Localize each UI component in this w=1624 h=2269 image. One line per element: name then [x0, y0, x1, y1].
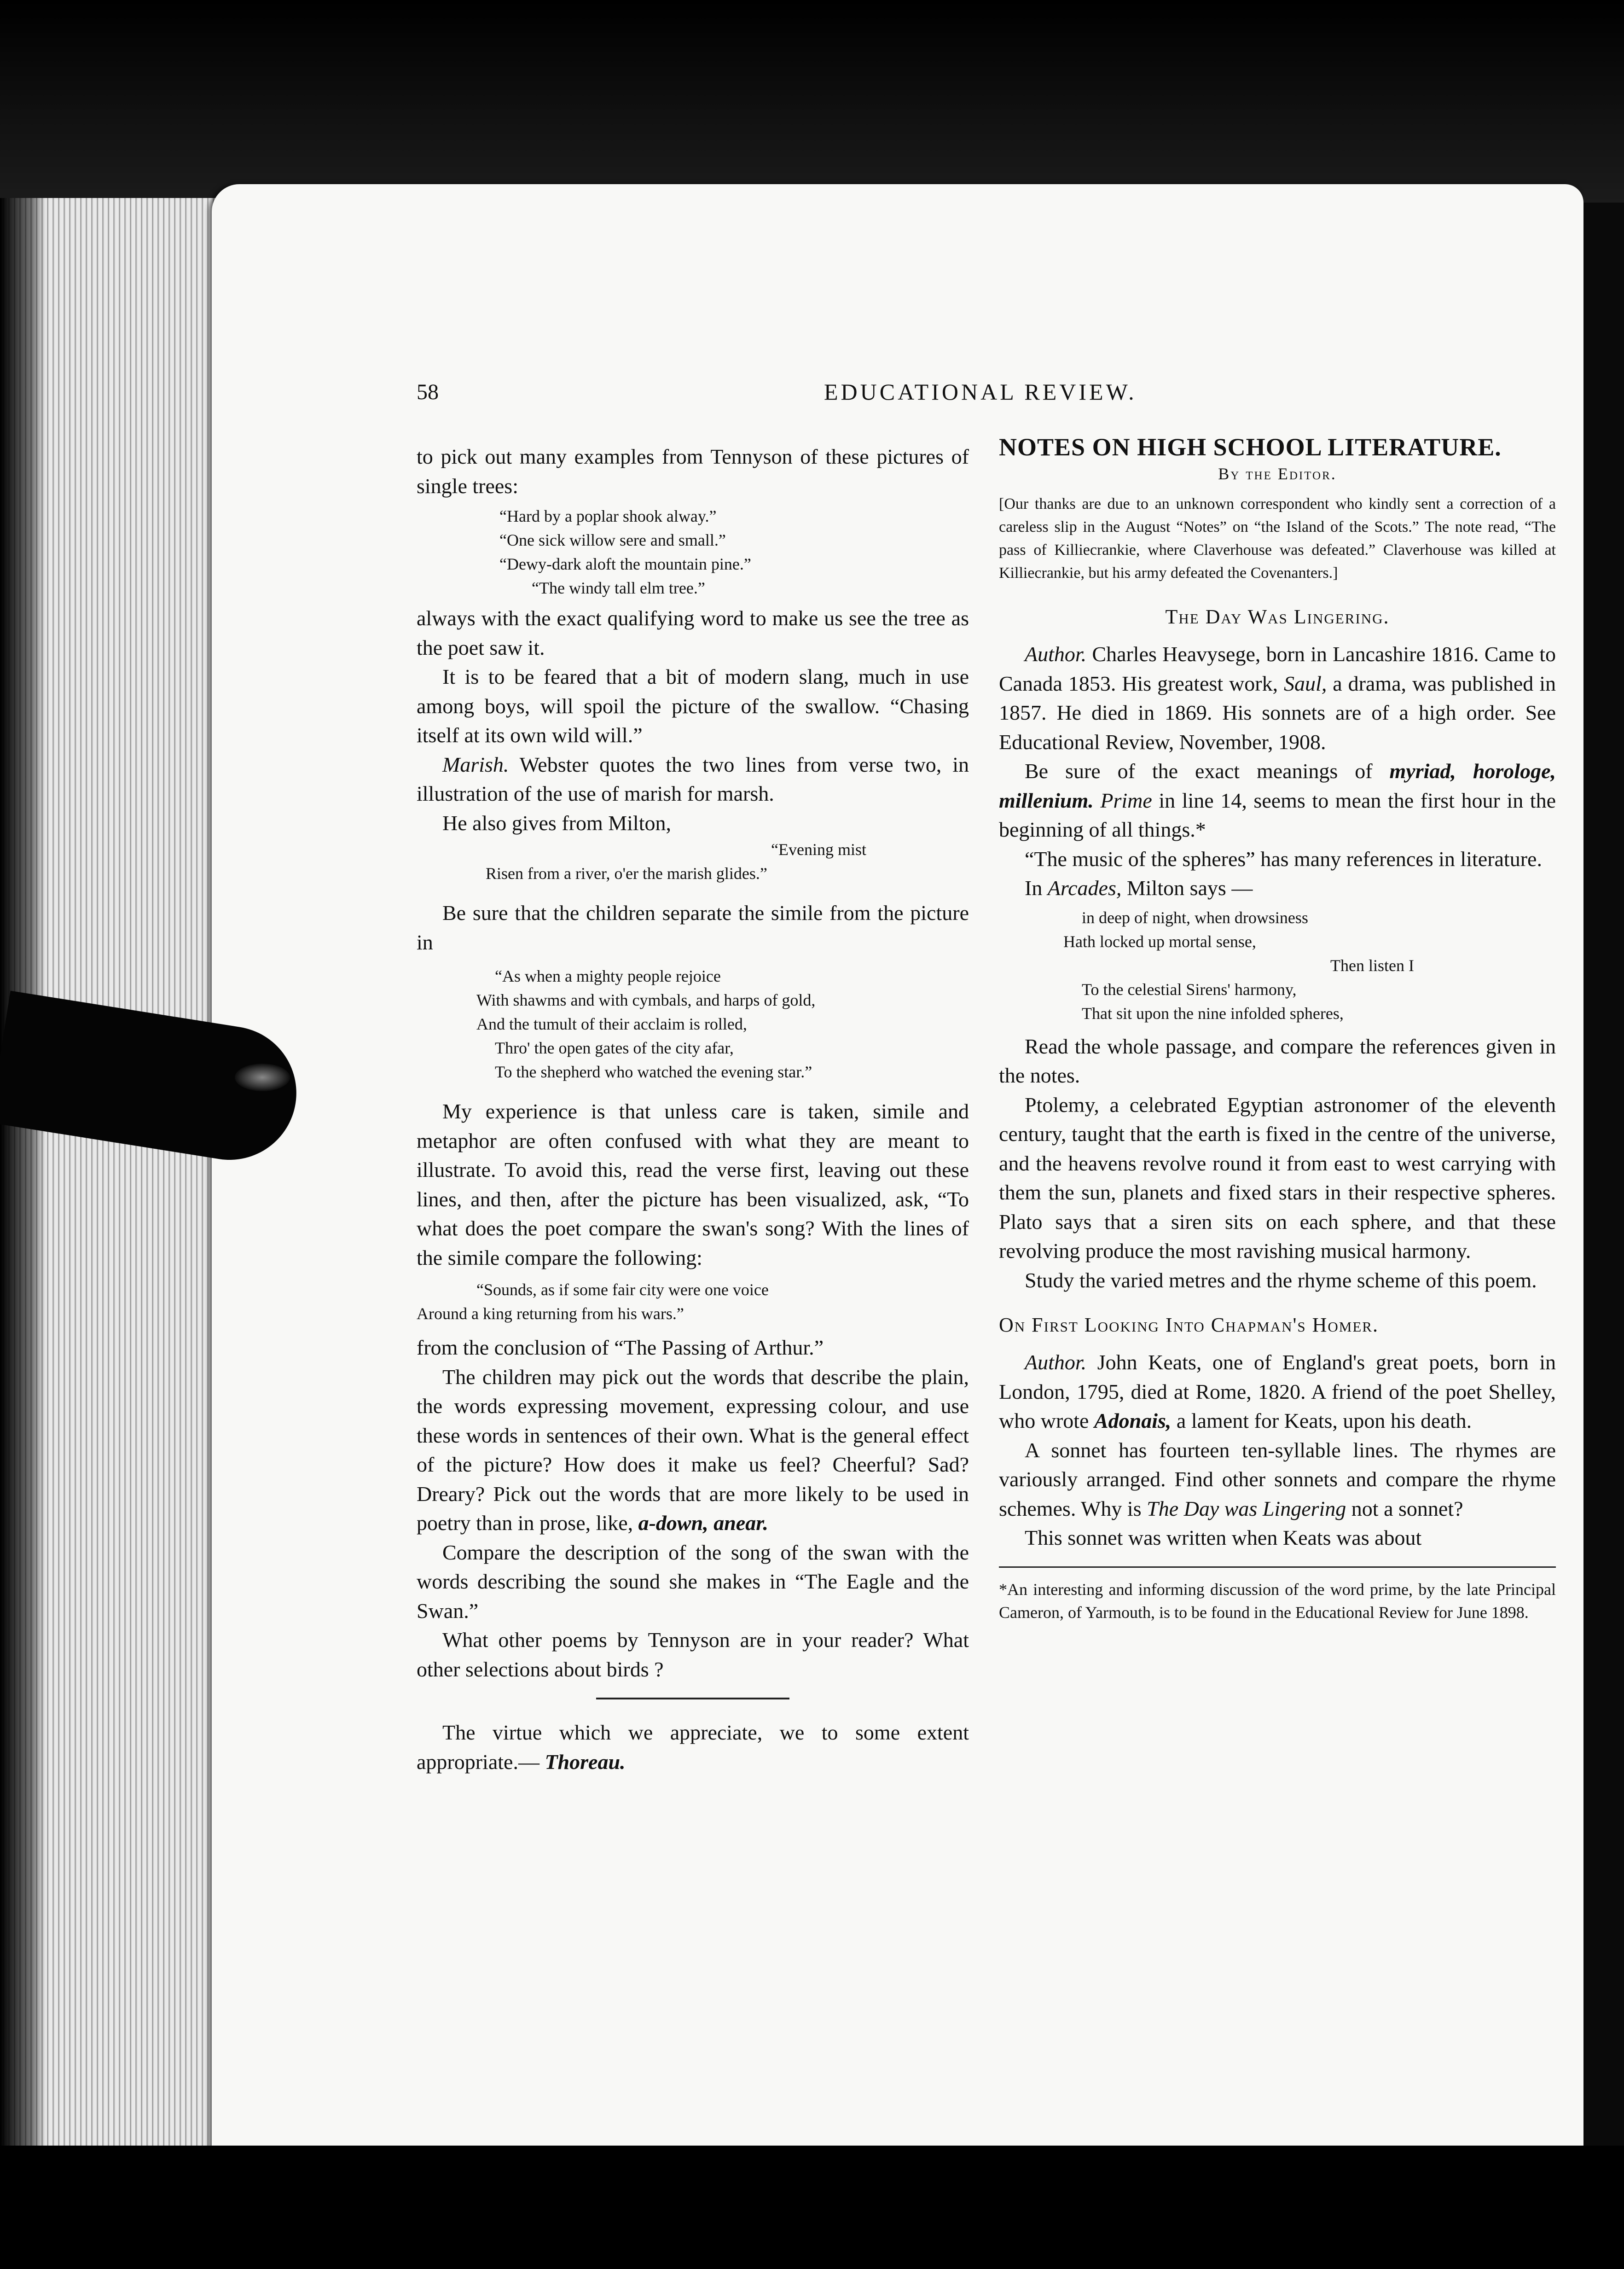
- verse-line: That sit upon the nine infolded spheres,: [1082, 1004, 1344, 1023]
- section-divider: [596, 1698, 789, 1699]
- verse-line: To the shepherd who watched the evening star.”: [495, 1063, 812, 1081]
- verse-line: Hath locked up mortal sense,: [1063, 932, 1256, 951]
- paragraph: This sonnet was written when Keats was about: [1025, 1526, 1422, 1549]
- inline-term: Author.: [1025, 1350, 1087, 1374]
- inline-term: The Day was Lingering: [1147, 1496, 1346, 1520]
- footnote-divider: [999, 1566, 1556, 1568]
- verse-quote-arcades: [1063, 906, 1556, 1025]
- section-heading: NOTES ON HIGH SCHOOL LITERATURE.: [999, 433, 1502, 461]
- paragraph: Read the whole passage, and compare the references given in the notes.: [999, 1034, 1556, 1087]
- inline-term: Prime: [1093, 788, 1152, 812]
- verse-line: And the tumult of their acclaim is rolled,: [476, 1015, 747, 1033]
- paragraph: [999, 1348, 1556, 1436]
- paragraph: [417, 1362, 969, 1538]
- verse-quote-trees: [499, 504, 969, 600]
- paragraph-text: a lament for Keats, upon his death.: [1171, 1409, 1472, 1432]
- paragraph: [999, 756, 1556, 844]
- verse-line: “Evening mist: [771, 840, 866, 859]
- verse-line: “Dewy-dark aloft the mountain pine.”: [499, 555, 751, 573]
- verse-line: Risen from a river, o'er the marish glides.”: [486, 864, 767, 883]
- running-title: EDUCATIONAL REVIEW.: [824, 379, 1137, 405]
- verse-quote-arthur: [417, 1278, 969, 1326]
- inline-term: a-down, anear.: [638, 1511, 769, 1535]
- verse-line: “Sounds, as if some fair city were one voice: [476, 1280, 769, 1299]
- editor-note: [Our thanks are due to an unknown correspondent who kindly sent a correction of a careless slip in the August “Notes” on “the Island of the Scots.” The note read, “The pass of Killiecrankie, where Claverhouse was defeated.” Claverhouse was killed at Killiecrankie, but his army defeated the Covenanters.]: [999, 495, 1556, 582]
- paragraph: “The music of the spheres” has many references in literature.: [1025, 847, 1542, 871]
- paragraph-text: John Keats, one of England's great poets, born in London, 1795, died at Rome, 1820. A friend of the poet Shelley, who wrote: [999, 1350, 1556, 1432]
- paragraph: always with the exact qualifying word to make us see the tree as the poet saw it.: [417, 606, 969, 659]
- paragraph-text: The children may pick out the words that describe the plain, the words expressing movement, expressing colour, and use these words in sentences of their own. What is the general effect of the picture? How does it make us feel? Cheerful? Sad? Dreary? Pick out the words that are more likely to be used in poetry than in prose, like,: [417, 1365, 969, 1535]
- paragraph: Study the varied metres and the rhyme scheme of this poem.: [1025, 1268, 1537, 1292]
- paragraph-text: Milton says —: [1121, 876, 1253, 900]
- subheading: The Day Was Lingering.: [1165, 605, 1390, 628]
- inline-term: myriad, horologe, millenium.: [999, 759, 1556, 812]
- byline: By the Editor.: [1218, 465, 1337, 483]
- closing-quote: [417, 1718, 969, 1776]
- verse-line: in deep of night, when drowsiness: [1082, 908, 1308, 927]
- paragraph: [999, 873, 1556, 903]
- book-bottom-shadow: [0, 2146, 1624, 2269]
- paragraph: [999, 640, 1556, 756]
- paragraph: [999, 1436, 1556, 1524]
- inline-term: Author.: [1025, 642, 1087, 666]
- inline-term: Saul,: [1284, 671, 1327, 695]
- book-spine-shadow: [0, 198, 46, 2146]
- paragraph-text: in line 14, seems to mean the first hour in the beginning of all things.*: [999, 788, 1556, 841]
- book-top-shadow: [0, 0, 1624, 203]
- right-column: [999, 433, 1556, 1624]
- verse-line: “One sick willow sere and small.”: [499, 531, 726, 549]
- verse-line: Then listen I: [1330, 956, 1414, 975]
- paragraph: [417, 750, 969, 809]
- quote-author: Thoreau.: [545, 1750, 626, 1774]
- verse-line: “The windy tall elm tree.”: [532, 579, 705, 597]
- paragraph-text: not a sonnet?: [1346, 1496, 1463, 1520]
- subheading: On First Looking Into Chapman's Homer.: [999, 1314, 1379, 1336]
- paragraph-text: Charles Heavysege, born in Lancashire 1816. Came to Canada 1853. His greatest work,: [999, 642, 1556, 695]
- paragraph: to pick out many examples from Tennyson of these pictures of single trees:: [417, 445, 969, 498]
- inline-term: Adonais,: [1094, 1409, 1172, 1432]
- verse-line: Thro' the open gates of the city afar,: [495, 1039, 734, 1057]
- verse-line: To the celestial Sirens' harmony,: [1082, 980, 1297, 999]
- paragraph-text: In: [1025, 876, 1048, 900]
- verse-line: “Hard by a poplar shook alway.”: [499, 507, 717, 525]
- verse-quote-simile: [476, 964, 969, 1084]
- verse-line: “As when a mighty people rejoice: [495, 967, 721, 985]
- verse-line: With shawms and with cymbals, and harps of gold,: [476, 991, 816, 1009]
- paragraph-text: a drama, was published in 1857. He died in 1869. His sonnets are of a high order. See Educational Review, November, 1908.: [999, 671, 1556, 754]
- paragraph: It is to be feared that a bit of modern slang, much in use among boys, will spoil the picture of the swallow. “Chasing itself at its own wild will.”: [417, 665, 969, 747]
- left-column: [417, 442, 969, 1776]
- paragraph: He also gives from Milton,: [442, 811, 671, 835]
- paragraph: Be sure that the children separate the simile from the picture in: [417, 901, 969, 954]
- inline-term: Arcades,: [1047, 876, 1122, 900]
- paragraph: Ptolemy, a celebrated Egyptian astronomer of the eleventh century, taught that the earth is fixed in the centre of the universe, and the heavens revolve round it from east to west carrying with them the sun, planets and fixed stars in their respective spheres. Plato says that a siren sits on each sphere, and that these revolving produce the most ravishing musical harmony.: [999, 1093, 1556, 1262]
- inline-term: Marish.: [442, 752, 509, 776]
- paragraph: My experience is that unless care is taken, simile and metaphor are often confused with what they are meant to illustrate. To avoid this, read the verse first, leaving out these lines, and then, after the picture has been visualized, ask, “To what does the poet compare the swan's song? With the lines of the simile compare the following:: [417, 1100, 969, 1269]
- paragraph-text: A sonnet has fourteen ten-syllable lines. The rhymes are variously arranged. Find other sonnets and compare the rhyme schemes. Why is: [999, 1438, 1556, 1520]
- paragraph-text: Webster quotes the two lines from verse two, in illustration of the use of marish for marsh.: [417, 752, 969, 805]
- quote-text: The virtue which we appreciate, we to some extent appropriate.—: [417, 1721, 969, 1774]
- paragraph-text: Be sure of the exact meanings of: [1025, 759, 1390, 783]
- paragraph: from the conclusion of “The Passing of Arthur.”: [417, 1336, 824, 1359]
- page-number: 58: [417, 380, 439, 404]
- pointer-highlight: [235, 1064, 290, 1091]
- verse-line: Around a king returning from his wars.”: [417, 1304, 684, 1323]
- paragraph: What other poems by Tennyson are in your reader? What other selections about birds ?: [417, 1628, 969, 1681]
- verse-quote-milton: [486, 838, 969, 885]
- paragraph: Compare the description of the song of the swan with the words describing the sound she makes in “The Eagle and the Swan.”: [417, 1540, 969, 1623]
- footnote: *An interesting and informing discussion of the word prime, by the late Principal Cameron, of Yarmouth, is to be found in the Educational Review for June 1898.: [999, 1580, 1556, 1622]
